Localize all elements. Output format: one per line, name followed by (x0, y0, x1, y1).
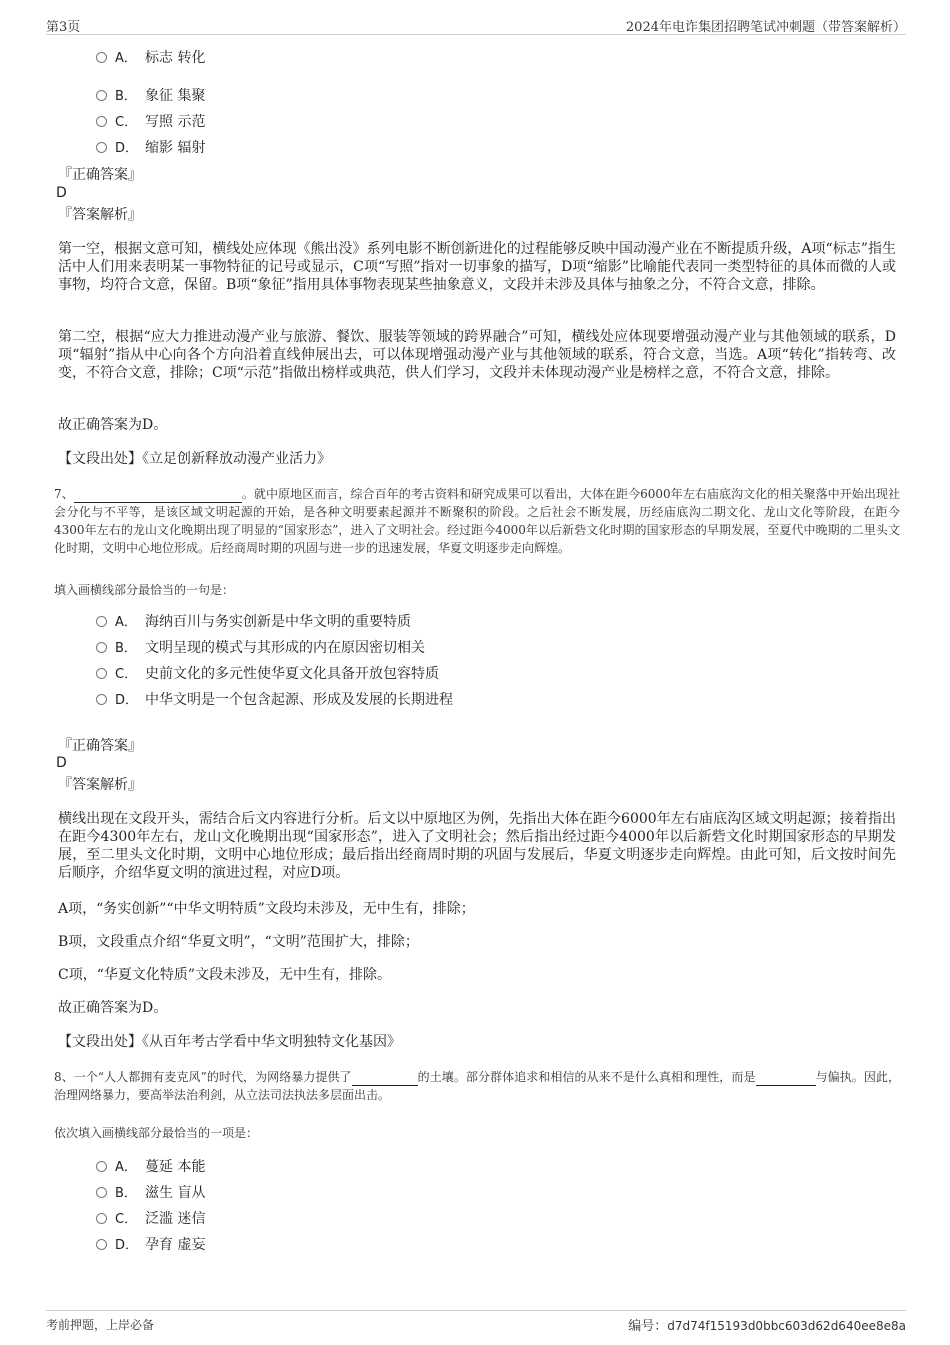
q6-option-c[interactable]: C． 写照 示范 (96, 112, 205, 132)
document-title: 2024年电诈集团招聘笔试冲刺题（带答案解析） (625, 20, 906, 35)
radio-icon[interactable] (96, 142, 107, 153)
radio-icon[interactable] (96, 1239, 107, 1250)
radio-icon[interactable] (96, 616, 107, 627)
q7-analysis-conclusion: 故正确答案为D。 (58, 1000, 168, 1016)
q6-answer-label: 『正确答案』 (58, 167, 142, 183)
radio-icon[interactable] (96, 1213, 107, 1224)
q8-option-b[interactable]: B． 滋生 盲从 (96, 1183, 205, 1203)
q8-stem: 8、一个“人人都拥有麦克风”的时代，为网络暴力提供了 的土壤。部分群体追求和相信的从来不是什么真相和理性，而是 与偏执。因此，治理网络暴力，要高举法治利剑，从立法司法执法多层面出击。 (54, 1070, 900, 1102)
radio-icon[interactable] (96, 1187, 107, 1198)
q7-analysis-label: 『答案解析』 (58, 777, 142, 793)
q7-option-b[interactable]: B． 文明呈现的模式与其形成的内在原因密切相关 (96, 638, 425, 658)
radio-icon[interactable] (96, 90, 107, 101)
q6-analysis-conclusion: 故正确答案为D。 (58, 417, 168, 433)
page-header (46, 14, 906, 35)
q7-analysis-c: C项，“华夏文化特质”文段未涉及，无中生有，排除。 (58, 967, 392, 983)
q7-analysis-p1: 横线出现在文段开头，需结合后文内容进行分析。后文以中原地区为例，先指出大体在距今6000年左右庙底沟区域文明起源；接着指出在距今4300年左右，龙山文化晚期出现“国家形态”，进入了文明社会；然后指出经过距今4000年以后新砦文化时期国家形态的早期发展，至二里头文化时期，文明中心地位形成；最后指出经商周时期的巩固与发展后，华夏文明逐步走向辉煌。由此可知，后文按时间先后顺序，介绍华夏文明的演进过程，对应D项。 (58, 811, 896, 881)
q6-option-d[interactable]: D． 缩影 辐射 (96, 138, 205, 158)
q7-option-c[interactable]: C． 史前文化的多元性使华夏文化具备开放包容特质 (96, 664, 439, 684)
q8-option-c[interactable]: C． 泛滥 迷信 (96, 1209, 205, 1229)
radio-icon[interactable] (96, 668, 107, 679)
radio-icon[interactable] (96, 1161, 107, 1172)
q6-source: 【文段出处】《立足创新释放动漫产业活力》 (58, 451, 331, 467)
q6-option-a[interactable]: A． 标志 转化 (96, 48, 205, 68)
q8-blank-1 (352, 1071, 418, 1086)
q8-prompt: 依次填入画横线部分最恰当的一项是： (54, 1126, 259, 1140)
q6-option-b[interactable]: B． 象征 集聚 (96, 86, 205, 106)
q7-analysis-a: A项，“务实创新”“中华文明特质”文段均未涉及，无中生有，排除； (58, 901, 475, 917)
q8-option-a[interactable]: A． 蔓延 本能 (96, 1157, 205, 1177)
radio-icon[interactable] (96, 116, 107, 127)
q7-source: 【文段出处】《从百年考古学看中华文明独特文化基因》 (58, 1034, 401, 1050)
q7-option-a[interactable]: A． 海纳百川与务实创新是中华文明的重要特质 (96, 612, 411, 632)
page-footer (46, 1310, 906, 1333)
q7-prompt: 填入画横线部分最恰当的一句是： (54, 583, 235, 597)
radio-icon[interactable] (96, 694, 107, 705)
q7-option-d[interactable]: D． 中华文明是一个包含起源、形成及发展的长期进程 (96, 690, 453, 710)
q7-answer: D (56, 755, 67, 771)
q7-stem: 7、 。就中原地区而言，综合百年的考古资料和研究成果可以看出，大体在距今6000年左右庙底沟文化的相关聚落中开始出现社会分化与不平等，是该区域文明起源的开始，是各种文明要素起源并不断聚积的阶段。之后社会不断发展，历经庙底沟二期文化、龙山文化等阶段，在距今4300年左右的龙山文化晚期出现了明显的“国家形态”，进入了文明社会。经过距今4000年以后新砦文化时期的国家形态的早期发展，至夏代中晚期的二里头文化时期，文明中心地位形成。后经商周时期的巩固与进一步的迅速发展，华夏文明逐步走向辉煌。 (54, 487, 900, 555)
q7-blank (74, 488, 242, 503)
q6-answer: D (56, 185, 67, 201)
q7-answer-label: 『正确答案』 (58, 738, 142, 754)
q6-analysis-p2: 第二空，根据“应大力推进动漫产业与旅游、餐饮、服装等领域的跨界融合”可知，横线处应体现要增强动漫产业与其他领域的联系，D项“辐射”指从中心向各个方向沿着直线伸展出去，可以体现增强动漫产业与其他领域的联系，符合文意，当选。A项“转化”指转弯、改变，不符合文意，排除；C项“示范”指做出榜样或典范，供人们学习，文段并未体现动漫产业是榜样之意，不符合文意，排除。 (58, 329, 896, 381)
document-id: 编号：d7d74f15193d0bbc603d62d640ee8e8a (628, 1319, 906, 1334)
page-number: 第3页 (46, 20, 81, 35)
q8-blank-2 (756, 1071, 816, 1086)
radio-icon[interactable] (96, 52, 107, 63)
radio-icon[interactable] (96, 642, 107, 653)
q7-analysis-b: B项，文段重点介绍“华夏文明”，“文明”范围扩大，排除； (58, 934, 419, 950)
footer-slogan: 考前押题，上岸必备 (46, 1318, 155, 1332)
q6-analysis-p1: 第一空，根据文意可知，横线处应体现《熊出没》系列电影不断创新进化的过程能够反映中国动漫产业在不断提质升级，A项“标志”指生活中人们用来表明某一事物特征的记号或显示，C项“写照”指对一切事象的描写，D项“缩影”比喻能代表同一类型特征的具体而微的人或事物，均符合文意，保留。B项“象征”指用具体事物表现某些抽象意义，文段并未涉及具体与抽象之分，不符合文意，排除。 (58, 241, 896, 293)
q8-option-d[interactable]: D． 孕育 虚妄 (96, 1235, 205, 1255)
q6-analysis-label: 『答案解析』 (58, 207, 142, 223)
